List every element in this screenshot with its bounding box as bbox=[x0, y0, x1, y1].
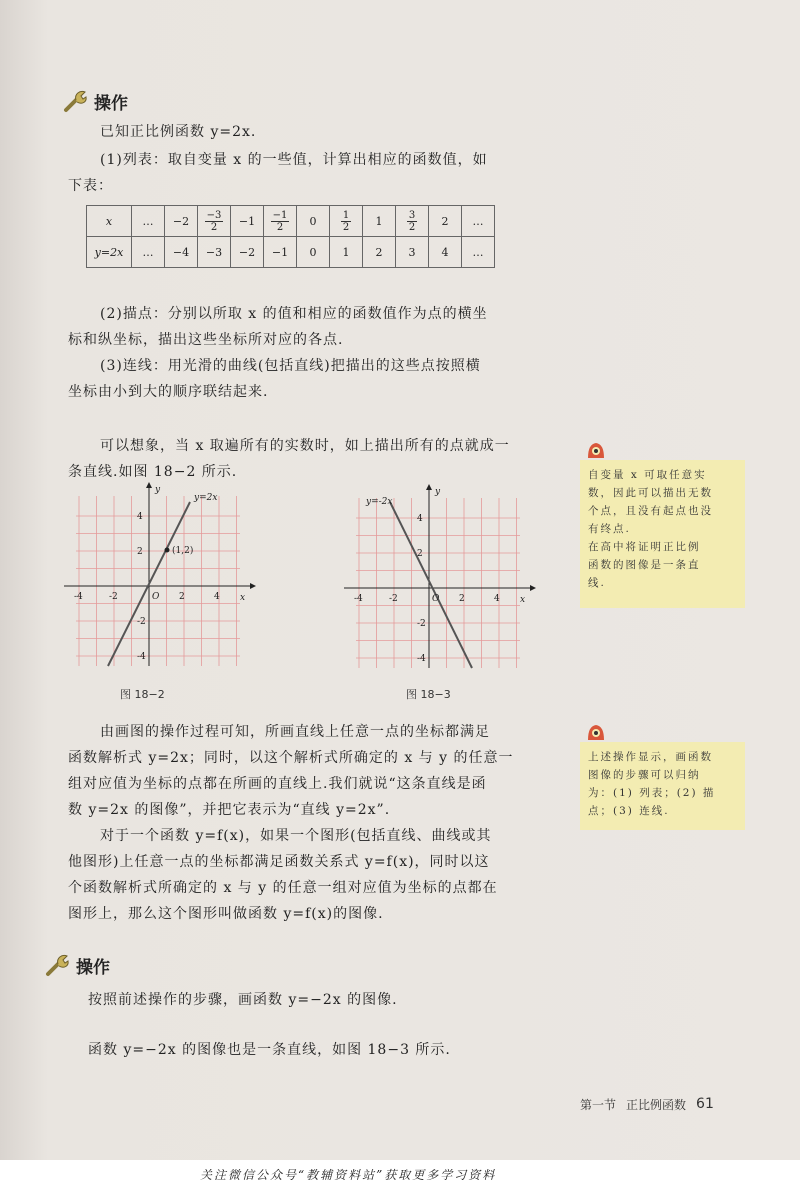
step3-text-cont: 坐标由小到大的顺序联结起来. bbox=[68, 384, 269, 400]
grid bbox=[356, 498, 520, 672]
y-tick-label: -4 bbox=[417, 654, 426, 664]
table-cell: 2 bbox=[429, 206, 462, 237]
table-cell: … bbox=[462, 237, 495, 268]
line-label: y=2x bbox=[194, 493, 218, 503]
page-number: 61 bbox=[696, 1096, 714, 1112]
figure-caption: 图 18−3 bbox=[406, 688, 451, 701]
note-line: 函数的图像是一条直 bbox=[588, 559, 701, 571]
grid bbox=[76, 496, 240, 670]
explain-text: 数 y=2x 的图像”，并把它表示为“直线 y=2x”. bbox=[68, 802, 391, 818]
x-tick-label: -4 bbox=[354, 594, 363, 604]
table-cell bbox=[198, 206, 231, 237]
note-bell-icon bbox=[584, 440, 608, 460]
definition-text: 个函数解析式所确定的 x 与 y 的任意一组对应值为坐标的点都在 bbox=[68, 880, 498, 896]
conclusion-text: 函数 y=−2x 的图像也是一条直线，如图 18−3 所示. bbox=[88, 1042, 451, 1058]
table-cell: −1 bbox=[231, 206, 264, 237]
note-line: 为：(1) 列表；(2) 描 bbox=[588, 787, 716, 799]
y-tick-label: 2 bbox=[417, 549, 423, 559]
value-table bbox=[86, 205, 495, 268]
explain-text: 由画图的操作过程可知，所画直线上任意一点的坐标都满足 bbox=[100, 724, 490, 740]
point-marker bbox=[165, 548, 170, 553]
note-line: 有终点. bbox=[588, 523, 631, 535]
table-cell: −3 bbox=[198, 237, 231, 268]
fraction: $\frac{-3}{2}$ bbox=[206, 209, 222, 233]
table-cell: −4 bbox=[165, 237, 198, 268]
page-footer bbox=[580, 1096, 714, 1113]
table-cell: 3 bbox=[396, 237, 429, 268]
table-cell: 0 bbox=[297, 206, 330, 237]
section-heading bbox=[62, 88, 128, 114]
x-axis-label: x bbox=[240, 593, 246, 603]
line-label: y=-2x bbox=[366, 497, 393, 507]
table-cell bbox=[330, 206, 363, 237]
x-tick-label: -2 bbox=[109, 592, 118, 602]
table-cell: … bbox=[132, 206, 165, 237]
x-axis-label: x bbox=[520, 595, 526, 605]
table-cell bbox=[264, 206, 297, 237]
x-tick-label: 4 bbox=[214, 592, 220, 602]
table-cell: 2 bbox=[363, 237, 396, 268]
figure-caption: 图 18−2 bbox=[120, 688, 165, 701]
note-line: 图像的步骤可以归纳 bbox=[588, 769, 701, 781]
definition-text: 他图形)上任意一点的坐标都满足函数关系式 y=f(x)，同时以这 bbox=[68, 854, 490, 870]
y-axis-label: y bbox=[155, 485, 161, 495]
y-axis-arrow bbox=[426, 484, 432, 490]
x-tick-label: 2 bbox=[459, 594, 465, 604]
explain-text: 组对应值为坐标的点都在所画的直线上.我们就说“这条直线是函 bbox=[68, 776, 487, 792]
table-row bbox=[87, 206, 495, 237]
intro-text: 已知正比例函数 y=2x. bbox=[100, 124, 257, 140]
note-line: 数，因此可以描出无数 bbox=[588, 487, 713, 499]
note-line: 在高中将证明正比例 bbox=[588, 541, 701, 553]
note-line: 线. bbox=[588, 577, 606, 589]
x-axis-arrow bbox=[530, 585, 536, 591]
y-tick-label: -2 bbox=[417, 619, 426, 629]
fraction: $\frac{3}{2}$ bbox=[408, 209, 416, 233]
graph-figure-18-2 bbox=[60, 480, 260, 670]
y-axis-arrow bbox=[146, 482, 152, 488]
table-cell: … bbox=[462, 206, 495, 237]
step1-text-cont: 下表： bbox=[68, 178, 113, 194]
step3-text: (3)连线：用光滑的曲线(包括直线)把描出的这些点按照横 bbox=[100, 358, 481, 374]
note-line: 自变量 x 可取任意实 bbox=[588, 469, 707, 481]
table-row bbox=[87, 237, 495, 268]
note-line: 个点，且没有起点也没 bbox=[588, 505, 713, 517]
y-tick-label: 4 bbox=[137, 512, 143, 522]
graph-figure-18-3 bbox=[340, 482, 540, 672]
y-tick-label: -4 bbox=[137, 652, 146, 662]
x-tick-label: 2 bbox=[179, 592, 185, 602]
imagine-text-cont: 条直线.如图 18−2 所示. bbox=[68, 464, 238, 480]
table-cell: 1 bbox=[363, 206, 396, 237]
note-bell-icon bbox=[584, 722, 608, 742]
side-note-2 bbox=[580, 742, 745, 830]
x-tick-label: -2 bbox=[389, 594, 398, 604]
table-header-cell: x bbox=[87, 206, 132, 237]
x-tick-label: 4 bbox=[494, 594, 500, 604]
footer-chapter: 正比例函数 bbox=[626, 1098, 687, 1112]
fraction: $\frac{-1}{2}$ bbox=[272, 209, 288, 233]
tick-labels bbox=[354, 514, 500, 664]
table-cell bbox=[396, 206, 429, 237]
wrench-icon bbox=[62, 88, 90, 114]
step2-text-cont: 标和纵坐标，描出这些坐标所对应的各点. bbox=[68, 332, 344, 348]
y-axis-label: y bbox=[435, 487, 441, 497]
section-heading bbox=[44, 952, 110, 978]
table-cell: −2 bbox=[231, 237, 264, 268]
note-line: 上述操作显示，画函数 bbox=[588, 751, 713, 763]
origin-label: O bbox=[432, 594, 440, 604]
table-cell: 1 bbox=[330, 237, 363, 268]
section-title: 操作 bbox=[76, 957, 110, 978]
table-header-cell: y=2x bbox=[87, 237, 132, 268]
step1-text: (1)列表：取自变量 x 的一些值，计算出相应的函数值，如 bbox=[100, 152, 488, 168]
wrench-icon bbox=[44, 952, 72, 978]
note-line: 点；(3) 连线. bbox=[588, 805, 670, 817]
table-cell: … bbox=[132, 237, 165, 268]
table-cell: 4 bbox=[429, 237, 462, 268]
definition-text: 图形上，那么这个图形叫做函数 y=f(x)的图像. bbox=[68, 906, 384, 922]
operation-text: 按照前述操作的步骤，画函数 y=−2x 的图像. bbox=[88, 992, 398, 1008]
y-tick-label: 4 bbox=[417, 514, 423, 524]
y-tick-label: -2 bbox=[137, 617, 146, 627]
table-cell: 0 bbox=[297, 237, 330, 268]
section-title: 操作 bbox=[94, 93, 128, 114]
x-tick-label: -4 bbox=[74, 592, 83, 602]
table-cell: −2 bbox=[165, 206, 198, 237]
point-label: (1,2) bbox=[172, 546, 194, 556]
x-axis-arrow bbox=[250, 583, 256, 589]
y-tick-label: 2 bbox=[137, 547, 143, 557]
table-cell: −1 bbox=[264, 237, 297, 268]
fraction: $\frac{1}{2}$ bbox=[342, 209, 350, 233]
footer-section: 第一节 bbox=[580, 1098, 617, 1112]
side-note-1 bbox=[580, 460, 745, 608]
watermark-text: 关注微信公众号“教辅资料站”获取更多学习资料 bbox=[200, 1168, 497, 1182]
function-line bbox=[390, 502, 472, 668]
origin-label: O bbox=[152, 592, 160, 602]
explain-text: 函数解析式 y=2x；同时，以这个解析式所确定的 x 与 y 的任意一 bbox=[68, 750, 514, 766]
step2-text: (2)描点：分别以所取 x 的值和相应的函数值作为点的横坐 bbox=[100, 306, 488, 322]
imagine-text: 可以想象，当 x 取遍所有的实数时，如上描出所有的点就成一 bbox=[100, 438, 510, 454]
definition-text: 对于一个函数 y=f(x)，如果一个图形(包括直线、曲线或其 bbox=[100, 828, 492, 844]
